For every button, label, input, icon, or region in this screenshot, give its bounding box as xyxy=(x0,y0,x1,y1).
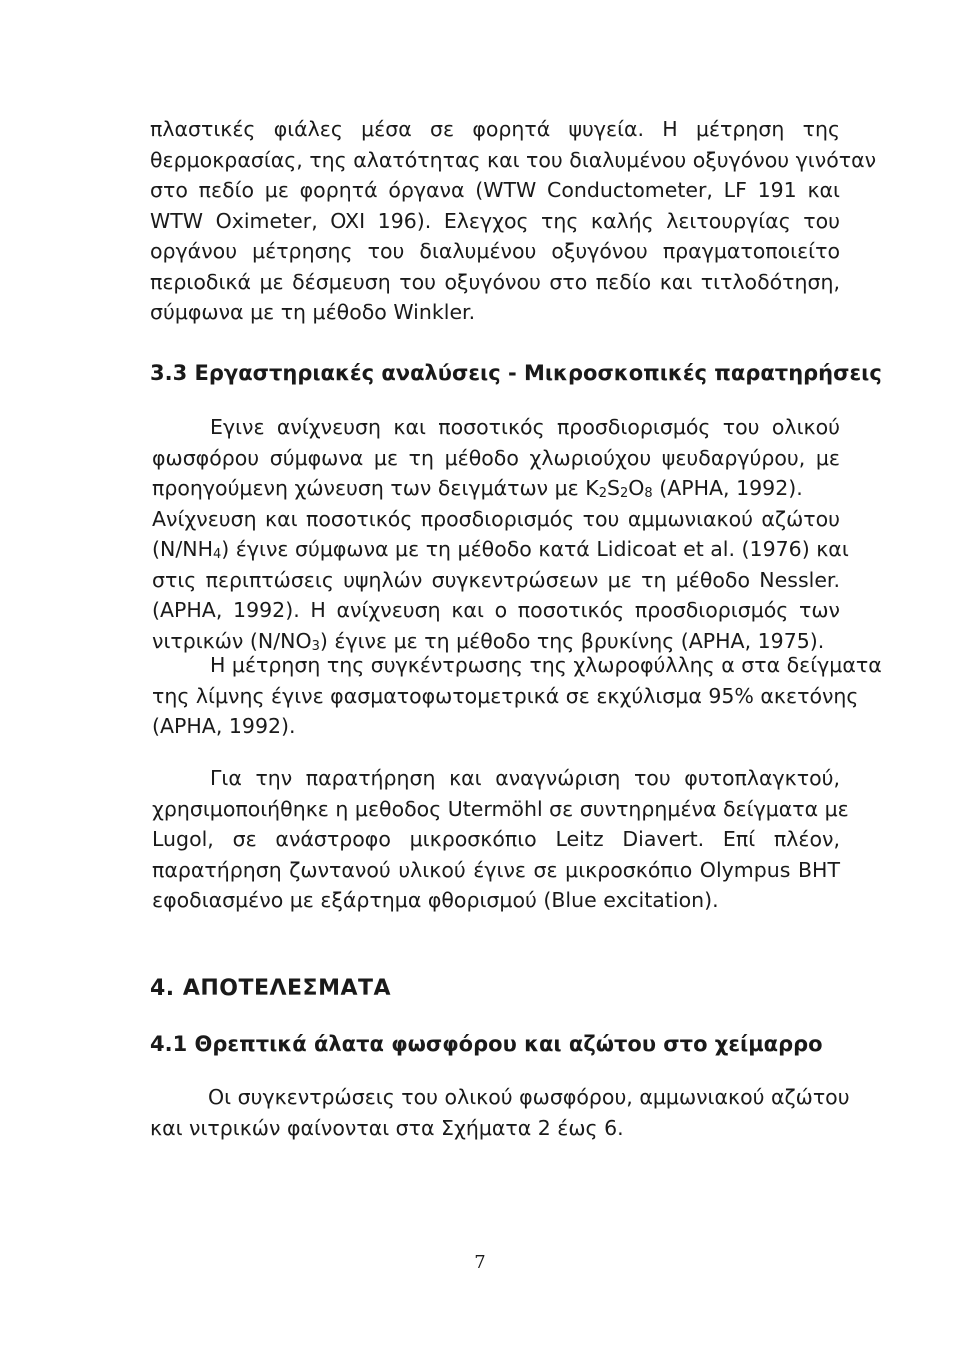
paragraph-results-intro xyxy=(150,1082,850,1143)
page-number: 7 xyxy=(474,1252,486,1273)
text-line: εφοδιασμένο με εξάρτημα φθορισμού (Blue excitation). xyxy=(152,888,719,912)
text-line: Για την παρατήρηση και αναγνώριση του φυτοπλαγκτού, xyxy=(210,766,840,790)
text-line: Η μέτρηση της συγκέντρωσης της χλωροφύλλης α στα δείγματα xyxy=(210,653,882,677)
text-line: νιτρικών $(N/NO_3)$ έγινε με τη μέθοδο της βρυκίνης (APHA, 1975). xyxy=(152,628,825,654)
section-heading-3-3: 3.3 Εργαστηριακές αναλύσεις - Μικροσκοπικές παρατηρήσεις xyxy=(150,361,882,385)
text-line: WTW Oximeter, OXI 196). Ελεγχος της καλής λειτουργίας του xyxy=(150,208,840,233)
text-line: παρατήρηση ζωντανού υλικού έγινε σε μικροσκόπιο Olympus BHT xyxy=(152,857,840,882)
text-line: (APHA, 1992). Η ανίχνευση και ο ποσοτικός προσδιορισμός των xyxy=(152,598,840,622)
paragraph-phytoplankton xyxy=(152,763,849,916)
section-heading-4: 4. ΑΠΟΤΕΛΕΣΜΑΤΑ xyxy=(150,976,392,1001)
text-line: πλαστικές φιάλες μέσα σε φορητά ψυγεία. Η μέτρηση της xyxy=(150,117,840,141)
text-line: θερμοκρασίας, της αλατότητας και του διαλυμένου οξυγόνου γινόταν xyxy=(150,147,877,172)
text-line: $(N/NH_4)$ έγινε σύμφωνα με τη μέθοδο κατά Lidicoat et al. (1976) και xyxy=(152,537,849,562)
text-line: χρησιμοποιήθηκε η μεθοδος Utermöhl σε συντηρημένα δείγματα με xyxy=(152,796,849,821)
text-line: Εγινε ανίχνευση και ποσοτικός προσδιορισμός του ολικού xyxy=(210,415,840,439)
text-line: στο πεδίο με φορητά όργανα (WTW Conductometer, LF 191 και xyxy=(150,178,840,202)
paragraph-sampling xyxy=(150,114,877,328)
paragraph-chlorophyll xyxy=(152,650,882,742)
text-line: σύμφωνα με τη μέθοδο Winkler. xyxy=(150,300,476,324)
text-line: οργάνου μέτρησης του διαλυμένου οξυγόνου πραγματοποιείτο xyxy=(150,239,840,263)
text-line: Ανίχνευση και ποσοτικός προσδιορισμός του αμμωνιακού αζώτου xyxy=(152,506,840,531)
text-line: στις περιπτώσεις υψηλών συγκεντρώσεων με τη μέθοδο Nessler. xyxy=(152,567,840,592)
text-line: (APHA, 1992). xyxy=(152,714,296,738)
text-line: Lugol, σε ανάστροφο μικροσκόπιο Leitz Diavert. Επί πλέον, xyxy=(152,827,840,851)
text-line: προηγούμενη χώνευση των δειγμάτων με $K_2S_2O_8$ (APHA, 1992). xyxy=(152,476,803,501)
text-line: Οι συγκεντρώσεις του ολικού φωσφόρου, αμμωνιακού αζώτου xyxy=(208,1085,850,1109)
text-line: φωσφόρου σύμφωνα με τη μέθοδο χλωριούχου ψευδαργύρου, με xyxy=(152,445,840,470)
paragraph-lab-analyses xyxy=(152,412,849,656)
text-line: και νιτρικών φαίνονται στα Σχήματα 2 έως 6. xyxy=(150,1115,624,1140)
section-heading-4-1: 4.1 Θρεπτικά άλατα φωσφόρου και αζώτου στο χείμαρρο xyxy=(150,1032,823,1056)
text-line: περιοδικά με δέσμευση του οξυγόνου στο πεδίο και τιτλοδότηση, xyxy=(150,269,840,294)
text-line: της λίμνης έγινε φασματοφωτομετρικά σε εκχύλισμα 95% ακετόνης xyxy=(152,683,859,708)
